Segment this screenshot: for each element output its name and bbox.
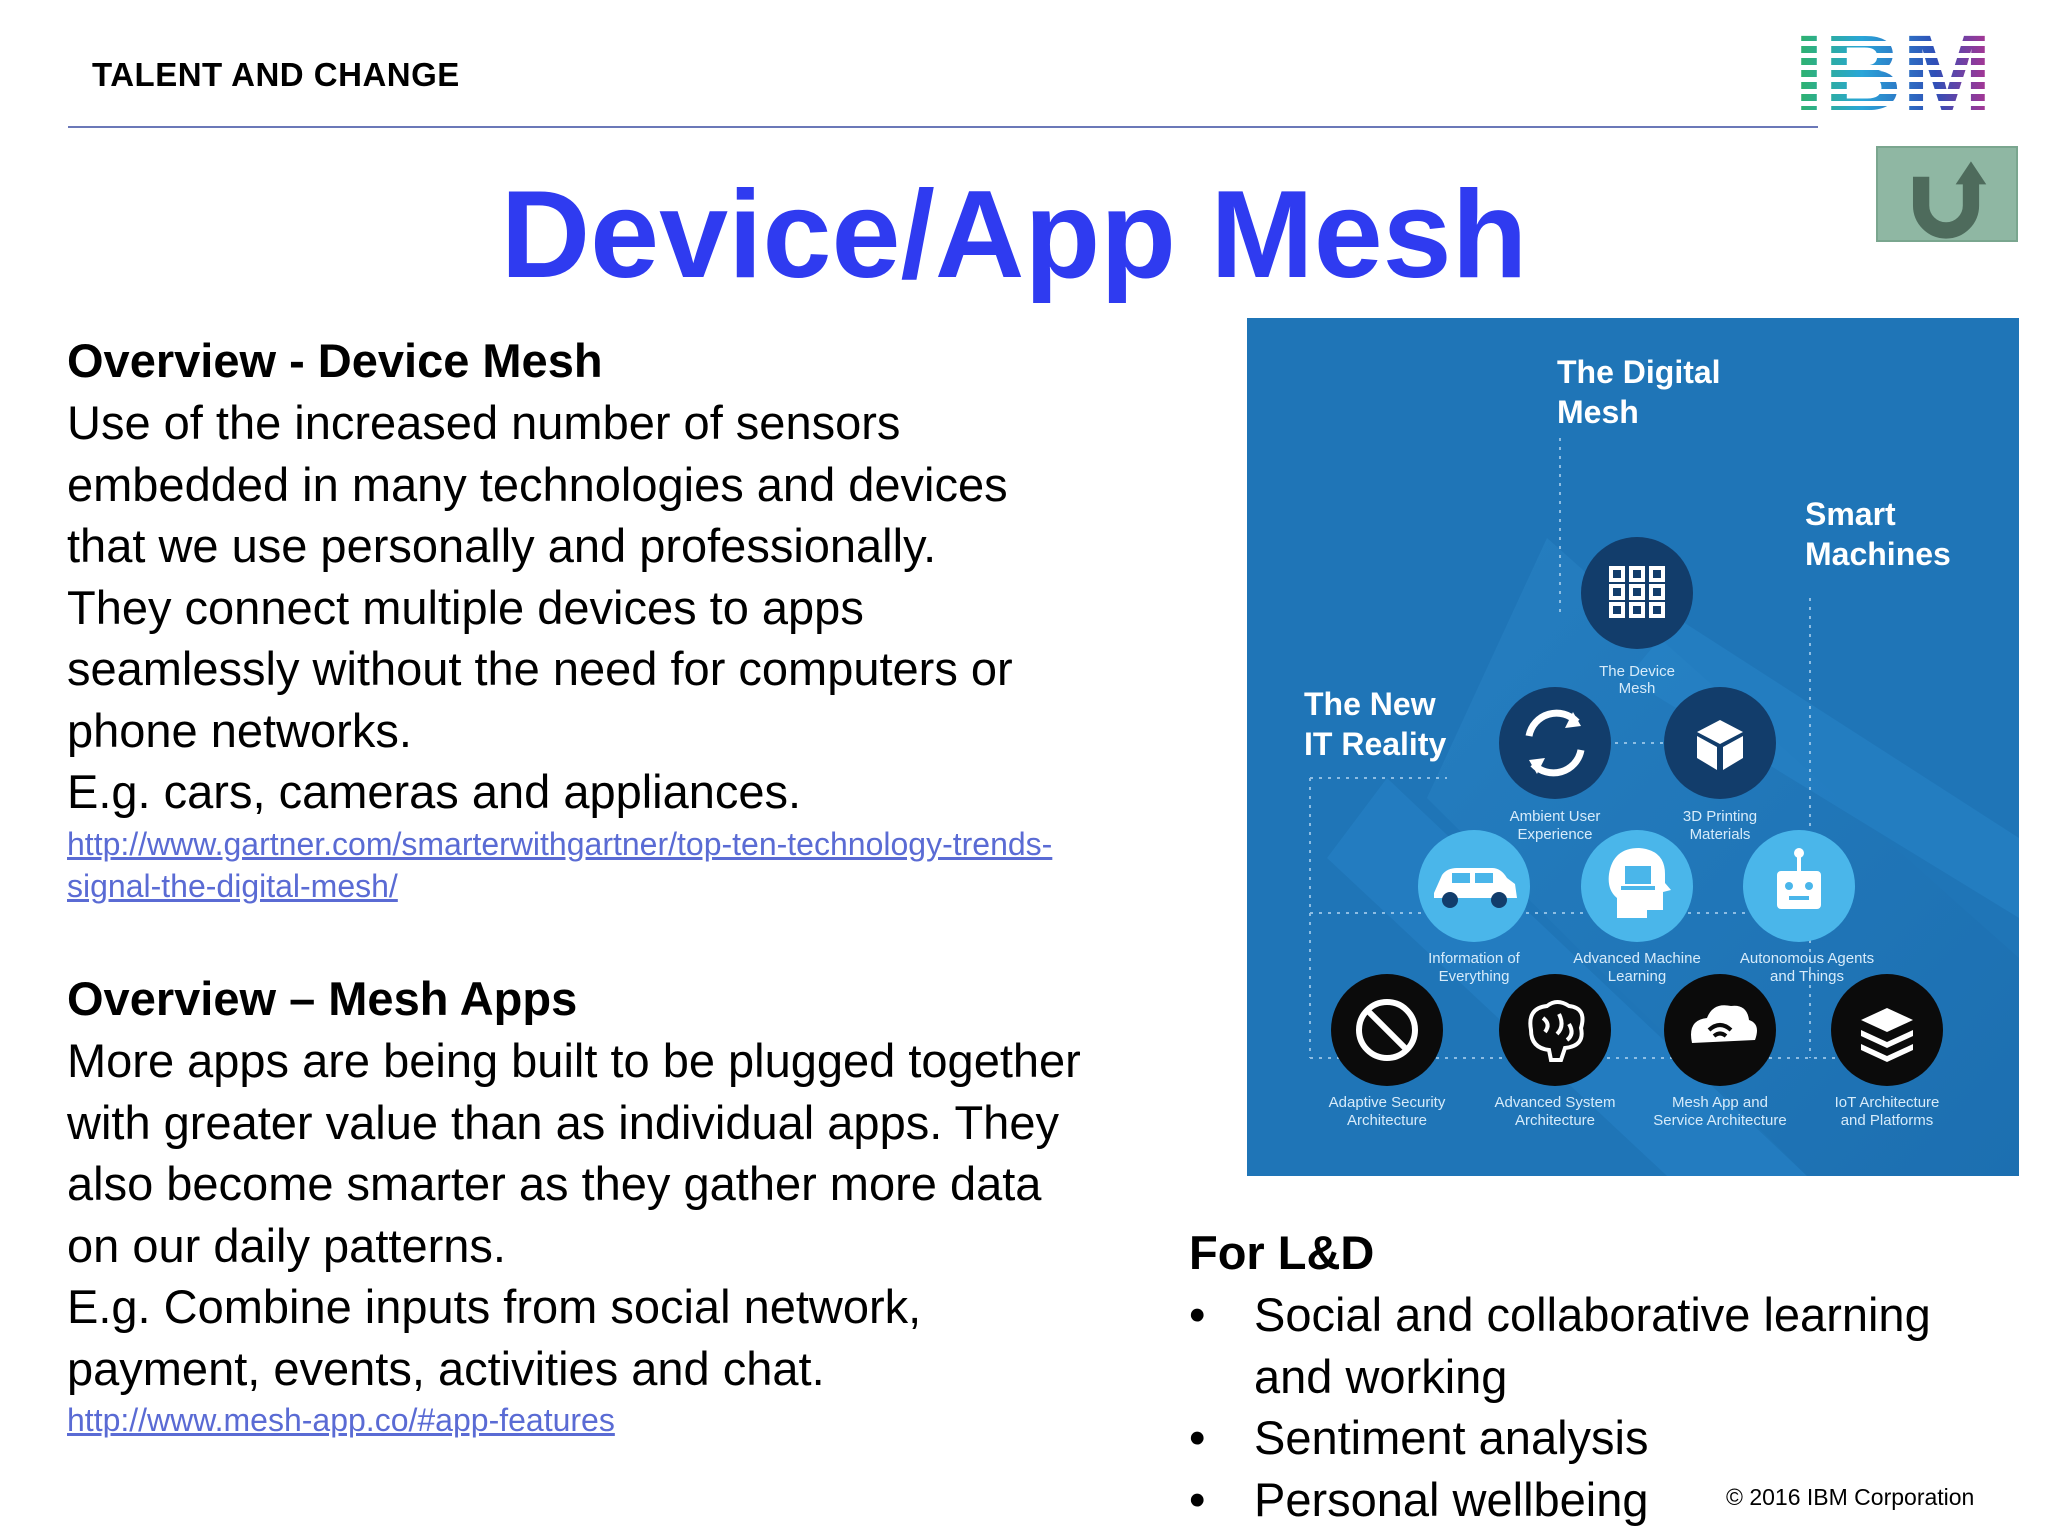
mesh-app-link[interactable]: http://www.mesh-app.co/#app-features (67, 1402, 615, 1438)
gartner-link-line: http://www.gartner.com/smarterwithgartner/top-ten-technology-trends- (67, 825, 1053, 862)
mesh-apps-section (67, 968, 1197, 1441)
node-label: Learning (1607, 968, 1667, 985)
device-mesh-text-line: embedded in many technologies and devices (67, 457, 1008, 511)
device-mesh-text-line: phone networks. (67, 703, 412, 757)
node-label: Architecture (1514, 1112, 1596, 1129)
gartner-link-line: signal-the-digital-mesh/ (67, 867, 398, 904)
bullet: • (1189, 1411, 1206, 1464)
ld-item-line: and working (1254, 1349, 1508, 1403)
device-mesh-text-line: They connect multiple devices to apps (67, 580, 864, 634)
node-label: Autonomous Agents (1739, 950, 1875, 967)
device-mesh-text-line: seamlessly without the need for computers or (67, 642, 1013, 695)
ibm-logo (1788, 22, 1998, 118)
mesh-apps-text-line: with greater value than as individual apps. They (67, 1095, 1059, 1149)
node-label: Advanced System (1494, 1094, 1616, 1111)
device-mesh-text-line: that we use personally and professionally. (67, 519, 937, 572)
mesh-apps-heading: Overview – Mesh Apps (67, 972, 578, 1025)
heading-smart-machines-line: Smart (1805, 496, 1896, 532)
mesh-apps-text-line: E.g. Combine inputs from social network, (67, 1280, 922, 1333)
copyright: © 2016 IBM Corporation (1726, 1484, 1975, 1510)
ibm-logo-graphic (1788, 22, 1998, 118)
node-label: Mesh (1618, 680, 1656, 697)
heading-digital-mesh-line: The Digital (1557, 354, 1721, 390)
node-label: Architecture (1346, 1112, 1428, 1129)
bullet: • (1189, 1288, 1206, 1341)
node-label: Mesh App and (1672, 1094, 1768, 1111)
heading-digital-mesh-line: Mesh (1557, 394, 1639, 430)
node-label: Information of (1428, 950, 1520, 967)
mesh-apps-text-line: also become smarter as they gather more data (67, 1157, 1042, 1210)
slide-title: Device/App Mesh (500, 166, 1528, 304)
node-label: Adaptive Security (1328, 1094, 1446, 1111)
heading-new-it-line: The New (1304, 686, 1436, 722)
ld-item-line: Social and collaborative learning (1254, 1288, 1931, 1341)
node-label: The Device (1599, 663, 1675, 680)
mesh-apps-text-line: payment, events, activities and chat. (67, 1341, 825, 1395)
ld-list-item (1189, 1284, 2029, 1407)
node-label: Advanced Machine (1573, 950, 1701, 967)
digital-mesh-figure (1247, 318, 2019, 1176)
device-mesh-text-line: E.g. cars, cameras and appliances. (67, 765, 802, 818)
node-label: IoT Architecture (1834, 1094, 1940, 1111)
node-label: Ambient User (1509, 808, 1601, 825)
node-label: Everything (1438, 968, 1510, 985)
device-mesh-text-line: Use of the increased number of sensors (67, 396, 901, 449)
node-label: Service Architecture (1653, 1112, 1787, 1129)
gartner-link[interactable] (67, 823, 1197, 907)
header-label: TALENT AND CHANGE (92, 56, 460, 93)
ld-heading: For L&D (1189, 1226, 1375, 1279)
mesh-apps-text-line: More apps are being built to be plugged together (67, 1034, 1081, 1087)
digital-mesh-diagram (1247, 318, 2019, 1176)
device-mesh-heading: Overview - Device Mesh (67, 334, 603, 387)
heading-smart-machines-line: Machines (1805, 536, 1951, 572)
bullet: • (1189, 1472, 1206, 1526)
node-ambient-user-experience (1499, 687, 1611, 799)
node-label: Experience (1517, 826, 1593, 843)
device-mesh-section (67, 330, 1197, 907)
mesh-apps-text-line: on our daily patterns. (67, 1218, 506, 1272)
node-label: and Things (1770, 968, 1844, 985)
heading-new-it-line: IT Reality (1304, 726, 1447, 762)
ld-item-line: Personal wellbeing (1254, 1472, 1649, 1526)
node-label: 3D Printing (1682, 808, 1758, 825)
ld-list-item (1189, 1407, 2029, 1469)
node-label: and Platforms (1840, 1112, 1934, 1129)
node-device-mesh (1581, 537, 1693, 649)
ld-item-line: Sentiment analysis (1254, 1411, 1649, 1464)
ibm-logo-wordmark: IBM (1794, 22, 1992, 118)
node-advanced-system (1499, 974, 1611, 1086)
node-label: Materials (1689, 826, 1751, 843)
header-divider (68, 126, 1818, 128)
